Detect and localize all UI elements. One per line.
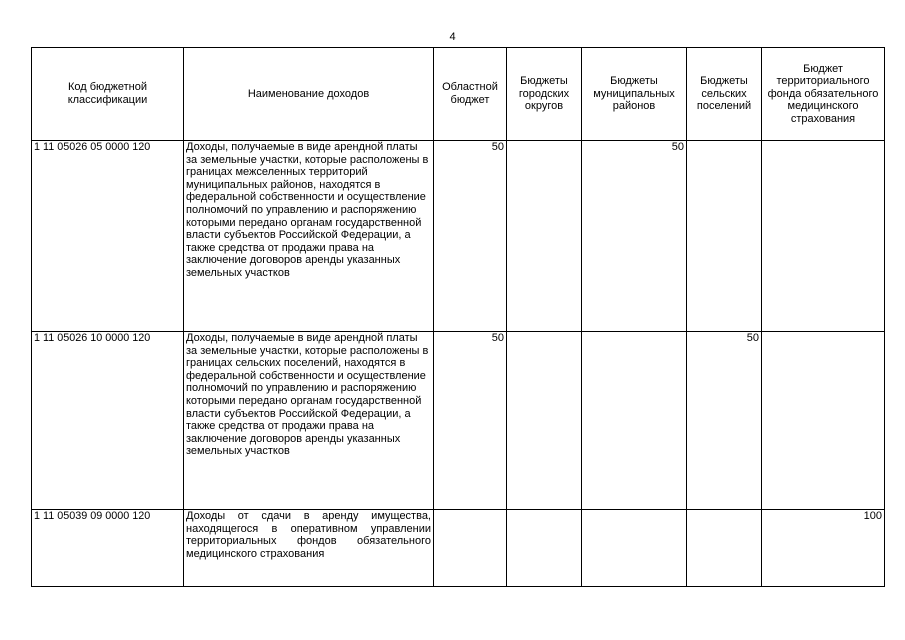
table-row xyxy=(32,141,885,332)
budget-code: 1 11 05039 09 0000 120 xyxy=(32,510,184,587)
header-rural-budgets: Бюджеты сельских поселений xyxy=(687,48,762,141)
rural-budget-value xyxy=(687,141,762,332)
page-number: 4 xyxy=(449,31,456,43)
budget-code: 1 11 05026 10 0000 120 xyxy=(32,332,184,510)
municipal-budget-value: 50 xyxy=(582,141,687,332)
header-regional-budget: Областной бюджет xyxy=(434,48,507,141)
fund-budget-value xyxy=(762,141,885,332)
municipal-budget-value xyxy=(582,332,687,510)
city-budget-value xyxy=(507,510,582,587)
table-row xyxy=(32,510,885,587)
revenue-name: Доходы, получаемые в виде арендной платы за земельные участки, которые расположены в границах сельских поселений, находятся в федеральной собственности и осуществление полномочий по управлению и распоряжению которыми передано органам государственной власти субъектов Российской Федерации, а также средства от продажи права на заключение договоров аренды указанных земельных участков xyxy=(184,332,434,510)
table-header-row xyxy=(32,48,885,141)
table-row xyxy=(32,332,885,510)
budget-code: 1 11 05026 05 0000 120 xyxy=(32,141,184,332)
revenue-name: Доходы, получаемые в виде арендной платы за земельные участки, которые расположены в границах межселенных территорий муниципальных районов, находятся в федеральной собственности и осуществление полномочий по управлению и распоряжению которыми передано органам государственной власти субъектов Российской Федерации, а также средства от продажи права на заключение договоров аренды указанных земельных участков xyxy=(184,141,434,332)
regional-budget-value xyxy=(434,510,507,587)
regional-budget-value: 50 xyxy=(434,141,507,332)
rural-budget-value: 50 xyxy=(687,332,762,510)
header-municipal-budgets: Бюджеты муниципальных районов xyxy=(582,48,687,141)
header-insurance-fund-budget: Бюджет территориального фонда обязательного медицинского страхования xyxy=(762,48,885,141)
header-code: Код бюджетной классификации xyxy=(32,48,184,141)
fund-budget-value xyxy=(762,332,885,510)
revenue-name: Доходы от сдачи в аренду имущества, находящегося в оперативном управлении территориальных фондов обязательного медицинского страхования xyxy=(184,510,434,587)
revenue-distribution-table xyxy=(31,47,885,587)
city-budget-value xyxy=(507,141,582,332)
regional-budget-value: 50 xyxy=(434,332,507,510)
city-budget-value xyxy=(507,332,582,510)
header-city-budgets: Бюджеты городских округов xyxy=(507,48,582,141)
municipal-budget-value xyxy=(582,510,687,587)
rural-budget-value xyxy=(687,510,762,587)
header-name: Наименование доходов xyxy=(184,48,434,141)
fund-budget-value: 100 xyxy=(762,510,885,587)
